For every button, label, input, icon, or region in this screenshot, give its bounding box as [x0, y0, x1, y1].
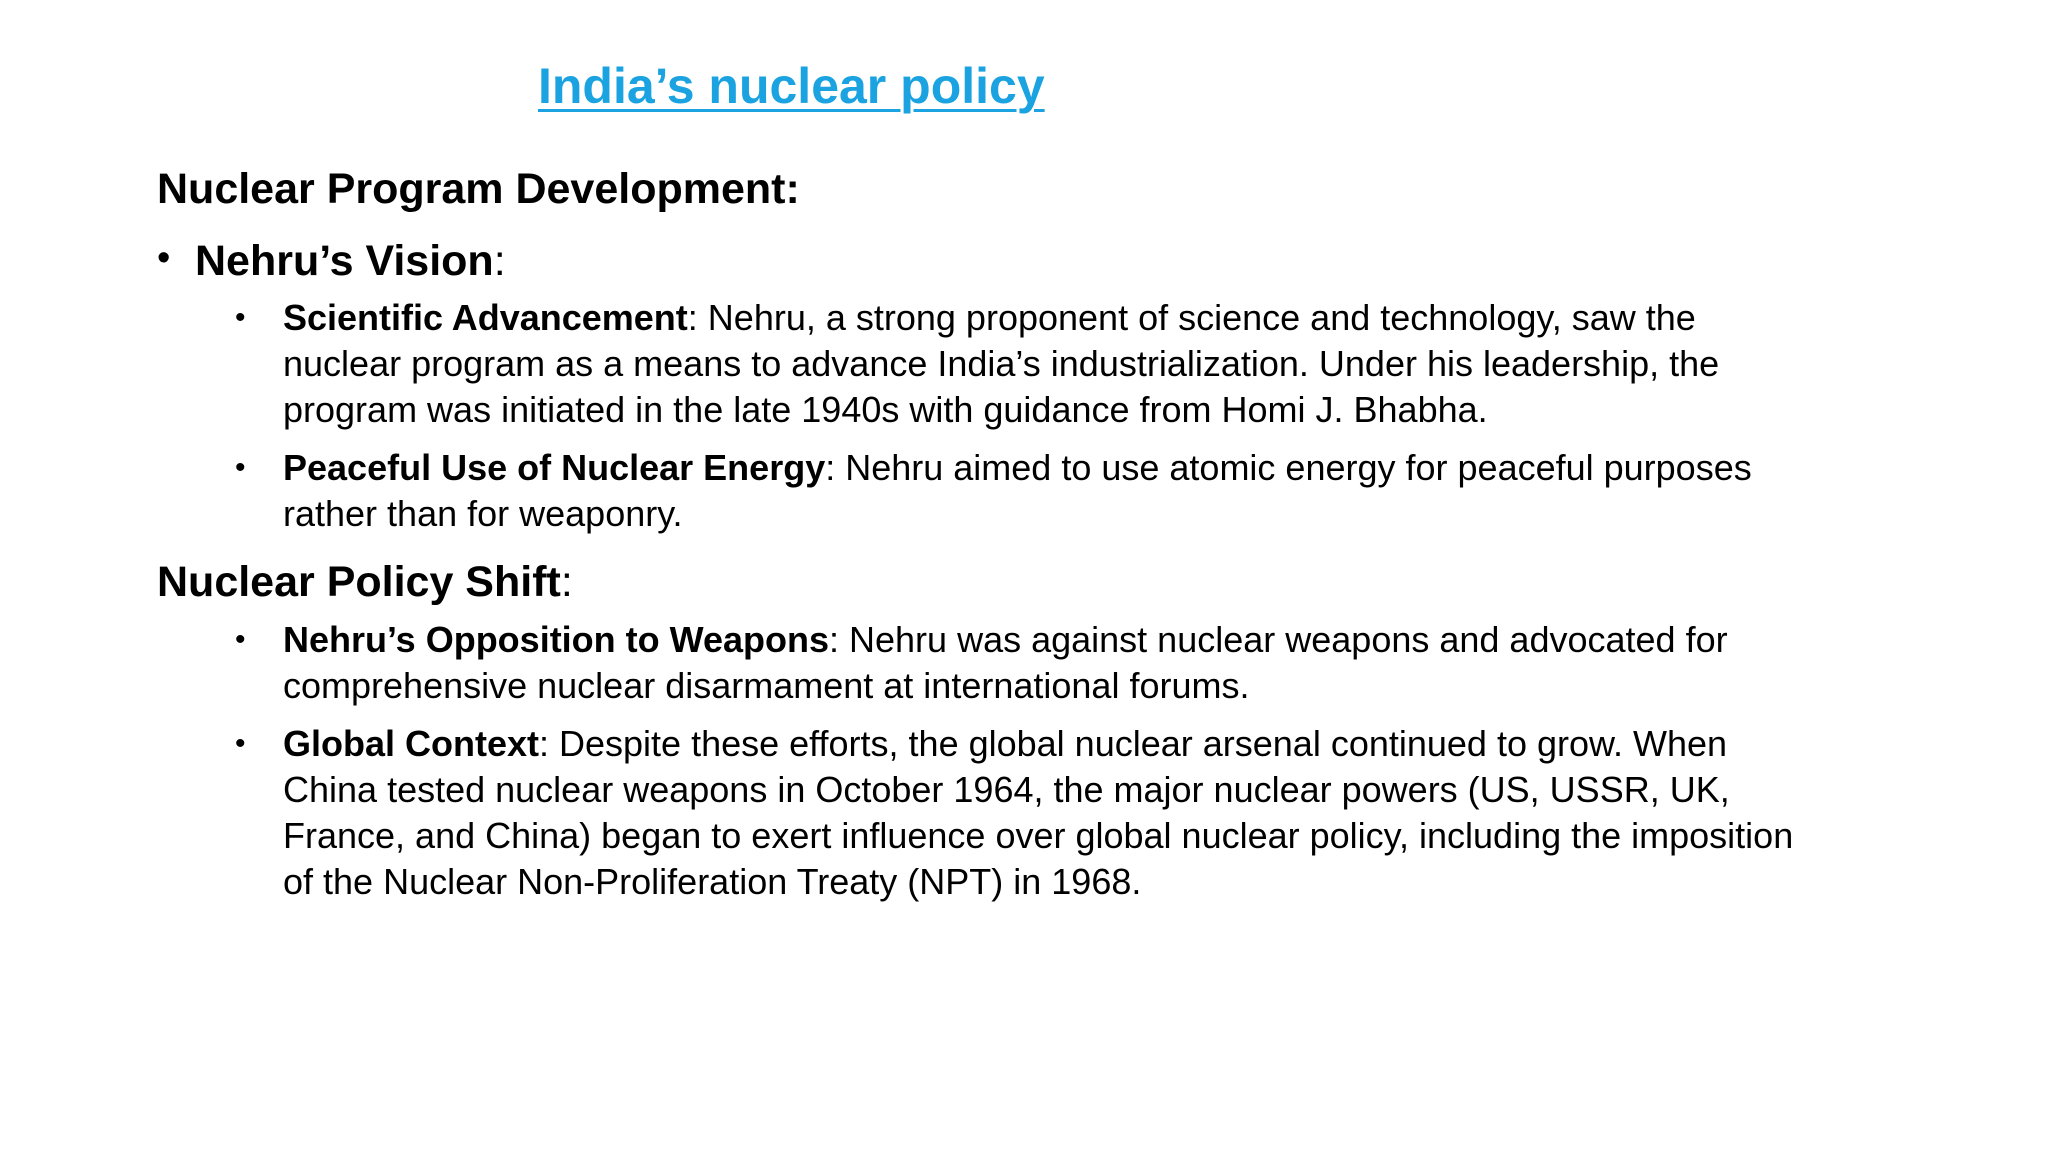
text-line	[283, 445, 1943, 491]
bullet-dot-icon: •	[235, 301, 246, 335]
text-line: comprehensive nuclear disarmament at international forums.	[283, 664, 1250, 706]
text-fragment: : Nehru, a strong proponent of science and technology, saw the	[687, 297, 1696, 339]
text-line: rather than for weaponry.	[283, 493, 683, 535]
sub-bullet-label: Nehru’s Opposition to Weapons	[283, 618, 830, 660]
slide-body	[157, 160, 1957, 917]
sub-bullet-label: Peaceful Use of Nuclear Energy	[283, 447, 826, 489]
sub-bullet-opposition-to-weapons	[157, 617, 1943, 709]
section-heading-program-development: Nuclear Program Development:	[157, 165, 800, 213]
section-heading-suffix: :	[560, 558, 573, 607]
sub-bullet-scientific-advancement	[157, 295, 1943, 433]
text-line: of the Nuclear Non-Proliferation Treaty (NPT) in 1968.	[283, 860, 1142, 902]
section-heading-policy-shift	[157, 557, 1957, 609]
bullet-nehrus-vision	[157, 236, 1957, 288]
section-heading-label: Nuclear Policy Shift	[157, 558, 561, 607]
text-line	[283, 295, 1943, 341]
bullet-dot-icon: •	[235, 451, 246, 485]
text-line	[283, 617, 1943, 663]
sub-bullet-list-policy	[157, 617, 1957, 905]
text-line	[283, 721, 1943, 767]
text-line: France, and China) began to exert influence over global nuclear policy, including the imposition	[283, 814, 1794, 856]
text-fragment: : Nehru was against nuclear weapons and advocated for	[829, 618, 1728, 660]
bullet-dot-icon: •	[235, 622, 246, 656]
sub-bullet-label: Scientific Advancement	[283, 297, 688, 339]
bullet-suffix: :	[493, 236, 506, 285]
sub-bullet-peaceful-use	[157, 445, 1943, 537]
text-line: China tested nuclear weapons in October 1964, the major nuclear powers (US, USSR, UK,	[283, 768, 1730, 810]
text-fragment: : Despite these efforts, the global nuclear arsenal continued to grow. When	[539, 722, 1728, 764]
bullet-label: Nehru’s Vision	[195, 236, 494, 285]
bullet-dot-icon: •	[157, 236, 171, 279]
text-fragment: : Nehru aimed to use atomic energy for peaceful purposes	[825, 447, 1752, 489]
sub-bullet-list-vision	[157, 295, 1957, 537]
sub-bullet-global-context	[157, 721, 1943, 905]
slide-title: India’s nuclear policy	[538, 58, 1045, 114]
text-line: nuclear program as a means to advance India’s industrialization. Under his leadership, the	[283, 343, 1720, 385]
text-line: program was initiated in the late 1940s with guidance from Homi J. Bhabha.	[283, 389, 1488, 431]
bullet-dot-icon: •	[235, 726, 246, 760]
sub-bullet-label: Global Context	[283, 722, 540, 764]
